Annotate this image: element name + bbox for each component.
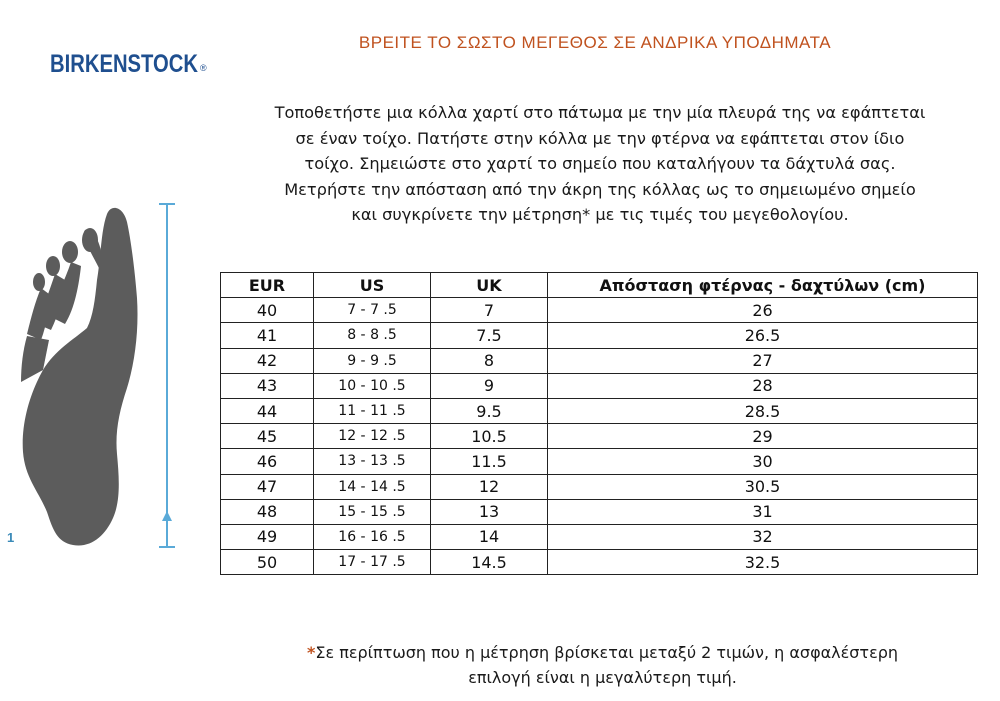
cell-uk: 7 <box>431 298 548 323</box>
header-length: Απόσταση φτέρνας - δαχτύλων (cm) <box>548 273 978 298</box>
instruction-line: Μετρήστε την απόσταση από την άκρη της κόλλας ως το σημειωμένο σημείο <box>284 179 916 199</box>
table-row <box>221 348 978 373</box>
cell-us: 12 - 12 .5 <box>314 424 431 449</box>
cell-us: 14 - 14 .5 <box>314 474 431 499</box>
cell-length: 32.5 <box>548 550 978 575</box>
instructions-text <box>215 100 985 228</box>
cell-us: 15 - 15 .5 <box>314 499 431 524</box>
instruction-line: τοίχο. Σημειώστε στο χαρτί το σημείο που καταλήγουν τα δάχτυλά σας. <box>304 154 896 173</box>
table-row <box>221 298 978 323</box>
cell-eur: 46 <box>221 449 314 474</box>
cell-eur: 48 <box>221 499 314 524</box>
cell-us: 13 - 13 .5 <box>314 449 431 474</box>
measurement-ruler <box>155 203 179 548</box>
table-row <box>221 550 978 575</box>
page-title: ΒΡΕΙΤΕ ΤΟ ΣΩΣΤΟ ΜΕΓΕΘΟΣ ΣΕ ΑΝΔΡΙΚΑ ΥΠΟΔΗΜΑΤΑ <box>358 33 832 52</box>
cell-us: 9 - 9 .5 <box>314 348 431 373</box>
cell-eur: 45 <box>221 424 314 449</box>
cell-uk: 8 <box>431 348 548 373</box>
cell-eur: 44 <box>221 398 314 423</box>
size-chart-table <box>220 272 978 575</box>
cell-uk: 12 <box>431 474 548 499</box>
table-row <box>221 424 978 449</box>
instruction-line: Τοποθετήστε μια κόλλα χαρτί στο πάτωμα με την μία πλευρά της να εφάπτεται <box>274 103 926 122</box>
cell-uk: 13 <box>431 499 548 524</box>
cell-length: 30.5 <box>548 474 978 499</box>
table-row <box>221 398 978 423</box>
cell-length: 28 <box>548 373 978 398</box>
table-row <box>221 499 978 524</box>
cell-length: 32 <box>548 524 978 549</box>
cell-length: 29 <box>548 424 978 449</box>
cell-eur: 41 <box>221 323 314 348</box>
cell-eur: 43 <box>221 373 314 398</box>
cell-uk: 14 <box>431 524 548 549</box>
cell-length: 26 <box>548 298 978 323</box>
header-us: US <box>314 273 431 298</box>
cell-length: 26.5 <box>548 323 978 348</box>
table-row <box>221 524 978 549</box>
cell-length: 30 <box>548 449 978 474</box>
cell-length: 27 <box>548 348 978 373</box>
cell-uk: 10.5 <box>431 424 548 449</box>
cell-length: 31 <box>548 499 978 524</box>
header-uk: UK <box>431 273 548 298</box>
footnote-text: Σε περίπτωση που η μέτρηση βρίσκεται μεταξύ 2 τιμών, η ασφαλέστερη <box>315 643 899 662</box>
figure-number: 1 <box>7 530 15 545</box>
table-row <box>221 373 978 398</box>
cell-us: 8 - 8 .5 <box>314 323 431 348</box>
asterisk-marker: * <box>306 643 316 662</box>
cell-eur: 50 <box>221 550 314 575</box>
cell-uk: 9.5 <box>431 398 548 423</box>
table-row <box>221 323 978 348</box>
brand-logo-text: BIRKENSTOCK <box>50 50 198 78</box>
cell-uk: 9 <box>431 373 548 398</box>
cell-uk: 14.5 <box>431 550 548 575</box>
header-eur: EUR <box>221 273 314 298</box>
cell-us: 17 - 17 .5 <box>314 550 431 575</box>
cell-us: 10 - 10 .5 <box>314 373 431 398</box>
table-row <box>221 474 978 499</box>
instruction-line: και συγκρίνετε την μέτρηση* με τις τιμές του μεγεθολογίου. <box>351 205 849 224</box>
cell-eur: 49 <box>221 524 314 549</box>
cell-length: 28.5 <box>548 398 978 423</box>
footnote-line: επιλογή είναι η μεγαλύτερη τιμή. <box>468 668 737 687</box>
cell-us: 7 - 7 .5 <box>314 298 431 323</box>
instruction-line: σε έναν τοίχο. Πατήστε στην κόλλα με την φτέρνα να εφάπτεται στον ίδιο <box>295 128 905 148</box>
cell-us: 11 - 11 .5 <box>314 398 431 423</box>
footnote <box>230 640 975 690</box>
table-header-row <box>221 273 978 298</box>
footnote-line <box>230 640 975 665</box>
brand-logo <box>50 48 210 78</box>
cell-eur: 40 <box>221 298 314 323</box>
registered-mark: ® <box>200 63 207 73</box>
table-row <box>221 449 978 474</box>
cell-eur: 42 <box>221 348 314 373</box>
cell-eur: 47 <box>221 474 314 499</box>
cell-uk: 7.5 <box>431 323 548 348</box>
cell-us: 16 - 16 .5 <box>314 524 431 549</box>
foot-silhouette-icon <box>15 200 155 550</box>
cell-uk: 11.5 <box>431 449 548 474</box>
